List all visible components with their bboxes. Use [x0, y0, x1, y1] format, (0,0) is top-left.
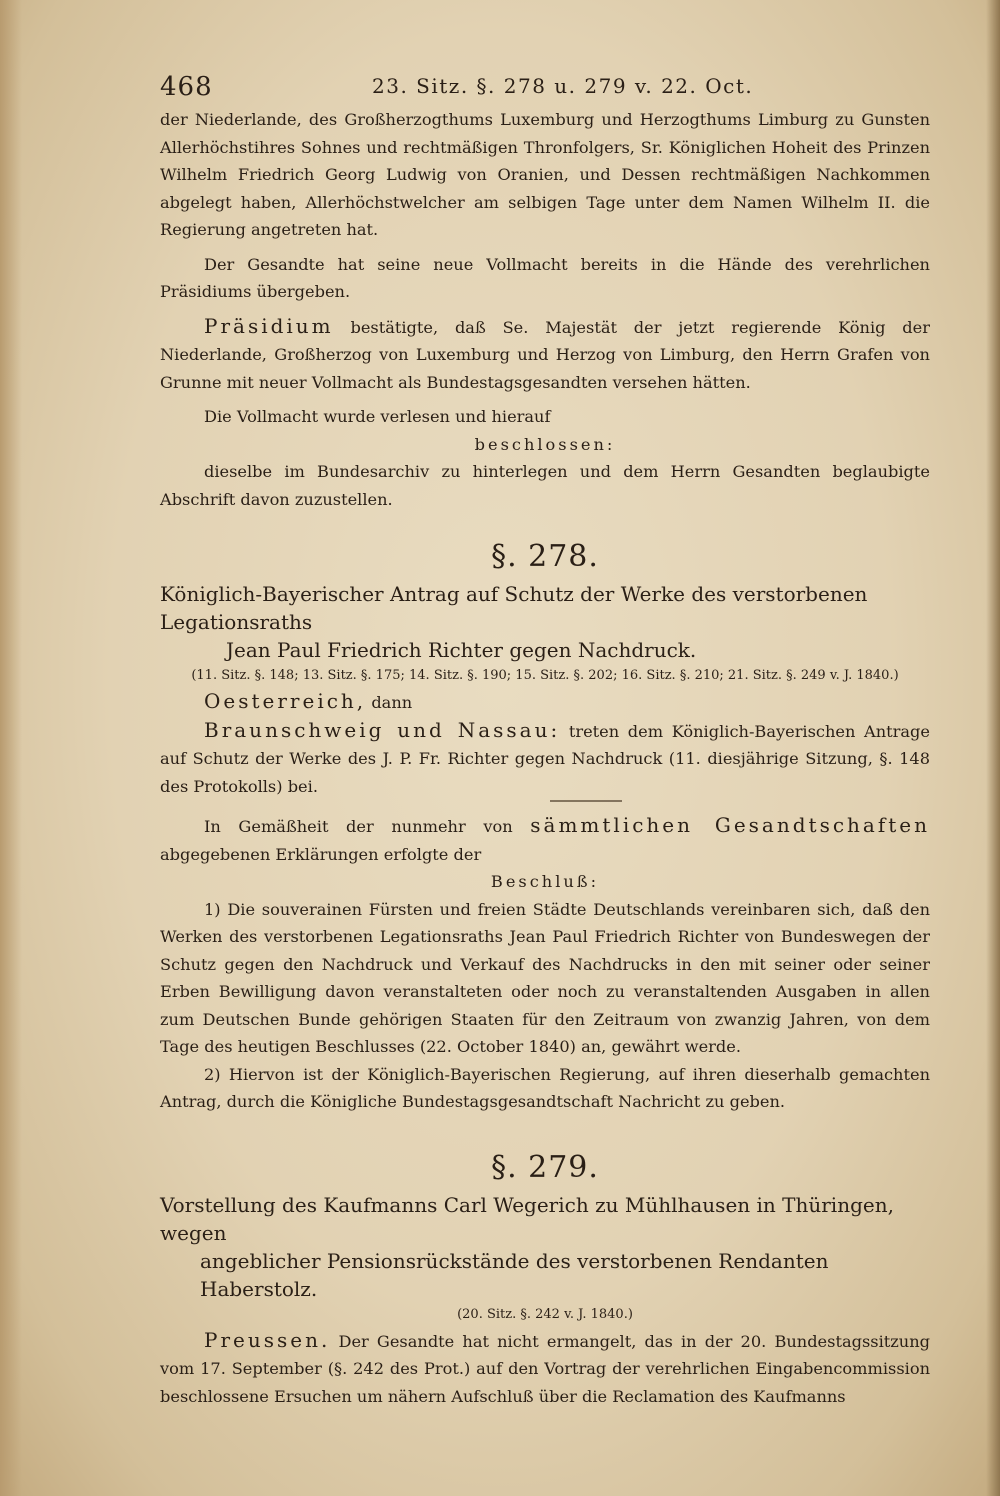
speaker-oesterreich: Oesterreich,: [204, 689, 367, 713]
section-279-title-line-1: Vorstellung des Kaufmanns Carl Wegerich zu Mühlhausen in Thüringen, wegen: [160, 1192, 894, 1245]
page-edge-left: [0, 0, 22, 1496]
running-title: 23. Sitz. §. 278 u. 279 v. 22. Oct.: [372, 74, 754, 98]
section-279-title-line-2: angeblicher Pensionsrückstände des verstorbenen Rendanten Haberstolz.: [200, 1248, 829, 1301]
austria-then: dann: [366, 693, 413, 712]
speaker-braunschweig-nassau: Braunschweig und Nassau:: [204, 717, 561, 742]
speaker-praesidium: Präsidium: [204, 313, 334, 338]
section-divider: [550, 800, 622, 802]
section-279-title: [160, 1191, 930, 1303]
braunschweig-paragraph: [160, 717, 930, 801]
intro-paragraph-3: [160, 313, 930, 397]
austria-line: [160, 688, 930, 717]
intro-paragraph-2: Der Gesandte hat seine neue Vollmacht bereits in die Hände des verehrlichen Präsidiums übergeben.: [160, 254, 930, 301]
praesidium-text: bestätigte, daß Se. Majestät der jetzt regierende König der Niederlande, Großherzog von Luxemburg und Herzog von Limburg, den Herrn Grafen von Grunne mit neuer Vollmacht als Bundestagsgesandten versehen hätten.: [160, 317, 930, 392]
resolved-label: beschlossen:: [474, 434, 616, 454]
intro-paragraph-4: Die Vollmacht wurde verlesen und hierauf: [204, 407, 551, 426]
gem-text-emph: sämmtlichen Gesandtschaften: [530, 813, 930, 837]
intro-paragraph-5: dieselbe im Bundesarchiv zu hinterlegen und dem Herrn Gesandten beglaubigte Abschrift davon zuzustellen.: [160, 462, 930, 509]
page-header: [160, 70, 930, 106]
preussen-text: Der Gesandte hat nicht ermangelt, das in der 20. Bundestagssitzung vom 17. September (§. 242 des Prot.) auf den Vortrag der verehrlichen Eingabencommission beschlossene Ersuchen um nähern Aufschluß über die Reclamation des Kaufmanns: [160, 1331, 930, 1406]
preussen-paragraph: [160, 1327, 930, 1411]
speaker-preussen: Preussen.: [204, 1327, 331, 1352]
page-number: 468: [160, 72, 213, 102]
section-278-title-line-1: Königlich-Bayerischer Antrag auf Schutz der Werke des verstorbenen Legationsraths: [160, 582, 868, 634]
braunschweig-text: treten dem Königlich-Bayerischen Antrage auf Schutz der Werke des J. P. Fr. Richter gegen Nachdruck (11. diesjährige Sitzung, §. 148 des Protokolls) bei.: [160, 721, 930, 796]
gem-text-c: abgegebenen Erklärungen erfolgte der: [160, 844, 482, 864]
section-279-references: (20. Sitz. §. 242 v. J. 1840.): [457, 1306, 633, 1322]
gem-text-a: In Gemäßheit der nunmehr von: [204, 817, 531, 836]
section-279-heading: §. 279.: [491, 1149, 599, 1185]
decision-item-2: 2) Hiervon ist der Königlich-Bayerischen Regierung, auf ihren dieserhalb gemachten Antrag, durch die Königliche Bundestagsgesandtschaft Nachricht zu geben.: [160, 1064, 930, 1111]
page-edge-right: [986, 0, 1000, 1496]
section-278-title-line-2: Jean Paul Friedrich Richter gegen Nachdruck.: [226, 638, 697, 662]
gemaessheit-paragraph: [160, 812, 930, 868]
section-278-references: (11. Sitz. §. 148; 13. Sitz. §. 175; 14. Sitz. §. 190; 15. Sitz. §. 202; 16. Sitz. §. 210; 21. Sitz. §. 249 v. J. 1840.): [191, 668, 899, 683]
section-278-heading: §. 278.: [491, 539, 599, 574]
section-278-title: [160, 580, 930, 664]
decision-item-1: 1) Die souverainen Fürsten und freien Städte Deutschlands vereinbaren sich, daß den Werken des verstorbenen Legationsraths Jean Paul Friedrich Richter von Bundeswegen der Schutz gegen den Nachdruck und Verkauf des Nachdrucks in den mit seiner oder seiner Erben Bewilligung davon veranstalteten oder noch zu veranstaltenden Ausgaben in allen zum Deutschen Bunde gehörigen Staaten für den Zeitraum von zwanzig Jahren, von dem Tage des heutigen Beschlusses (22. October 1840) an, gewährt werde.: [160, 899, 930, 1056]
page-content: [160, 70, 930, 1410]
decision-label: Beschluß:: [490, 872, 600, 891]
intro-paragraph-1: der Niederlande, des Großherzogthums Luxemburg und Herzogthums Limburg zu Gunsten Allerhöchstihres Sohnes und rechtmäßigen Thronfolgers, Sr. Königlichen Hoheit des Prinzen Wilhelm Friedrich Georg Ludwig von Oranien, und Dessen rechtmäßigen Nachkommen abgelegt haben, Allerhöchstwelcher am selbigen Tage unter dem Namen Wilhelm II. die Regierung angetreten hat.: [160, 110, 930, 239]
